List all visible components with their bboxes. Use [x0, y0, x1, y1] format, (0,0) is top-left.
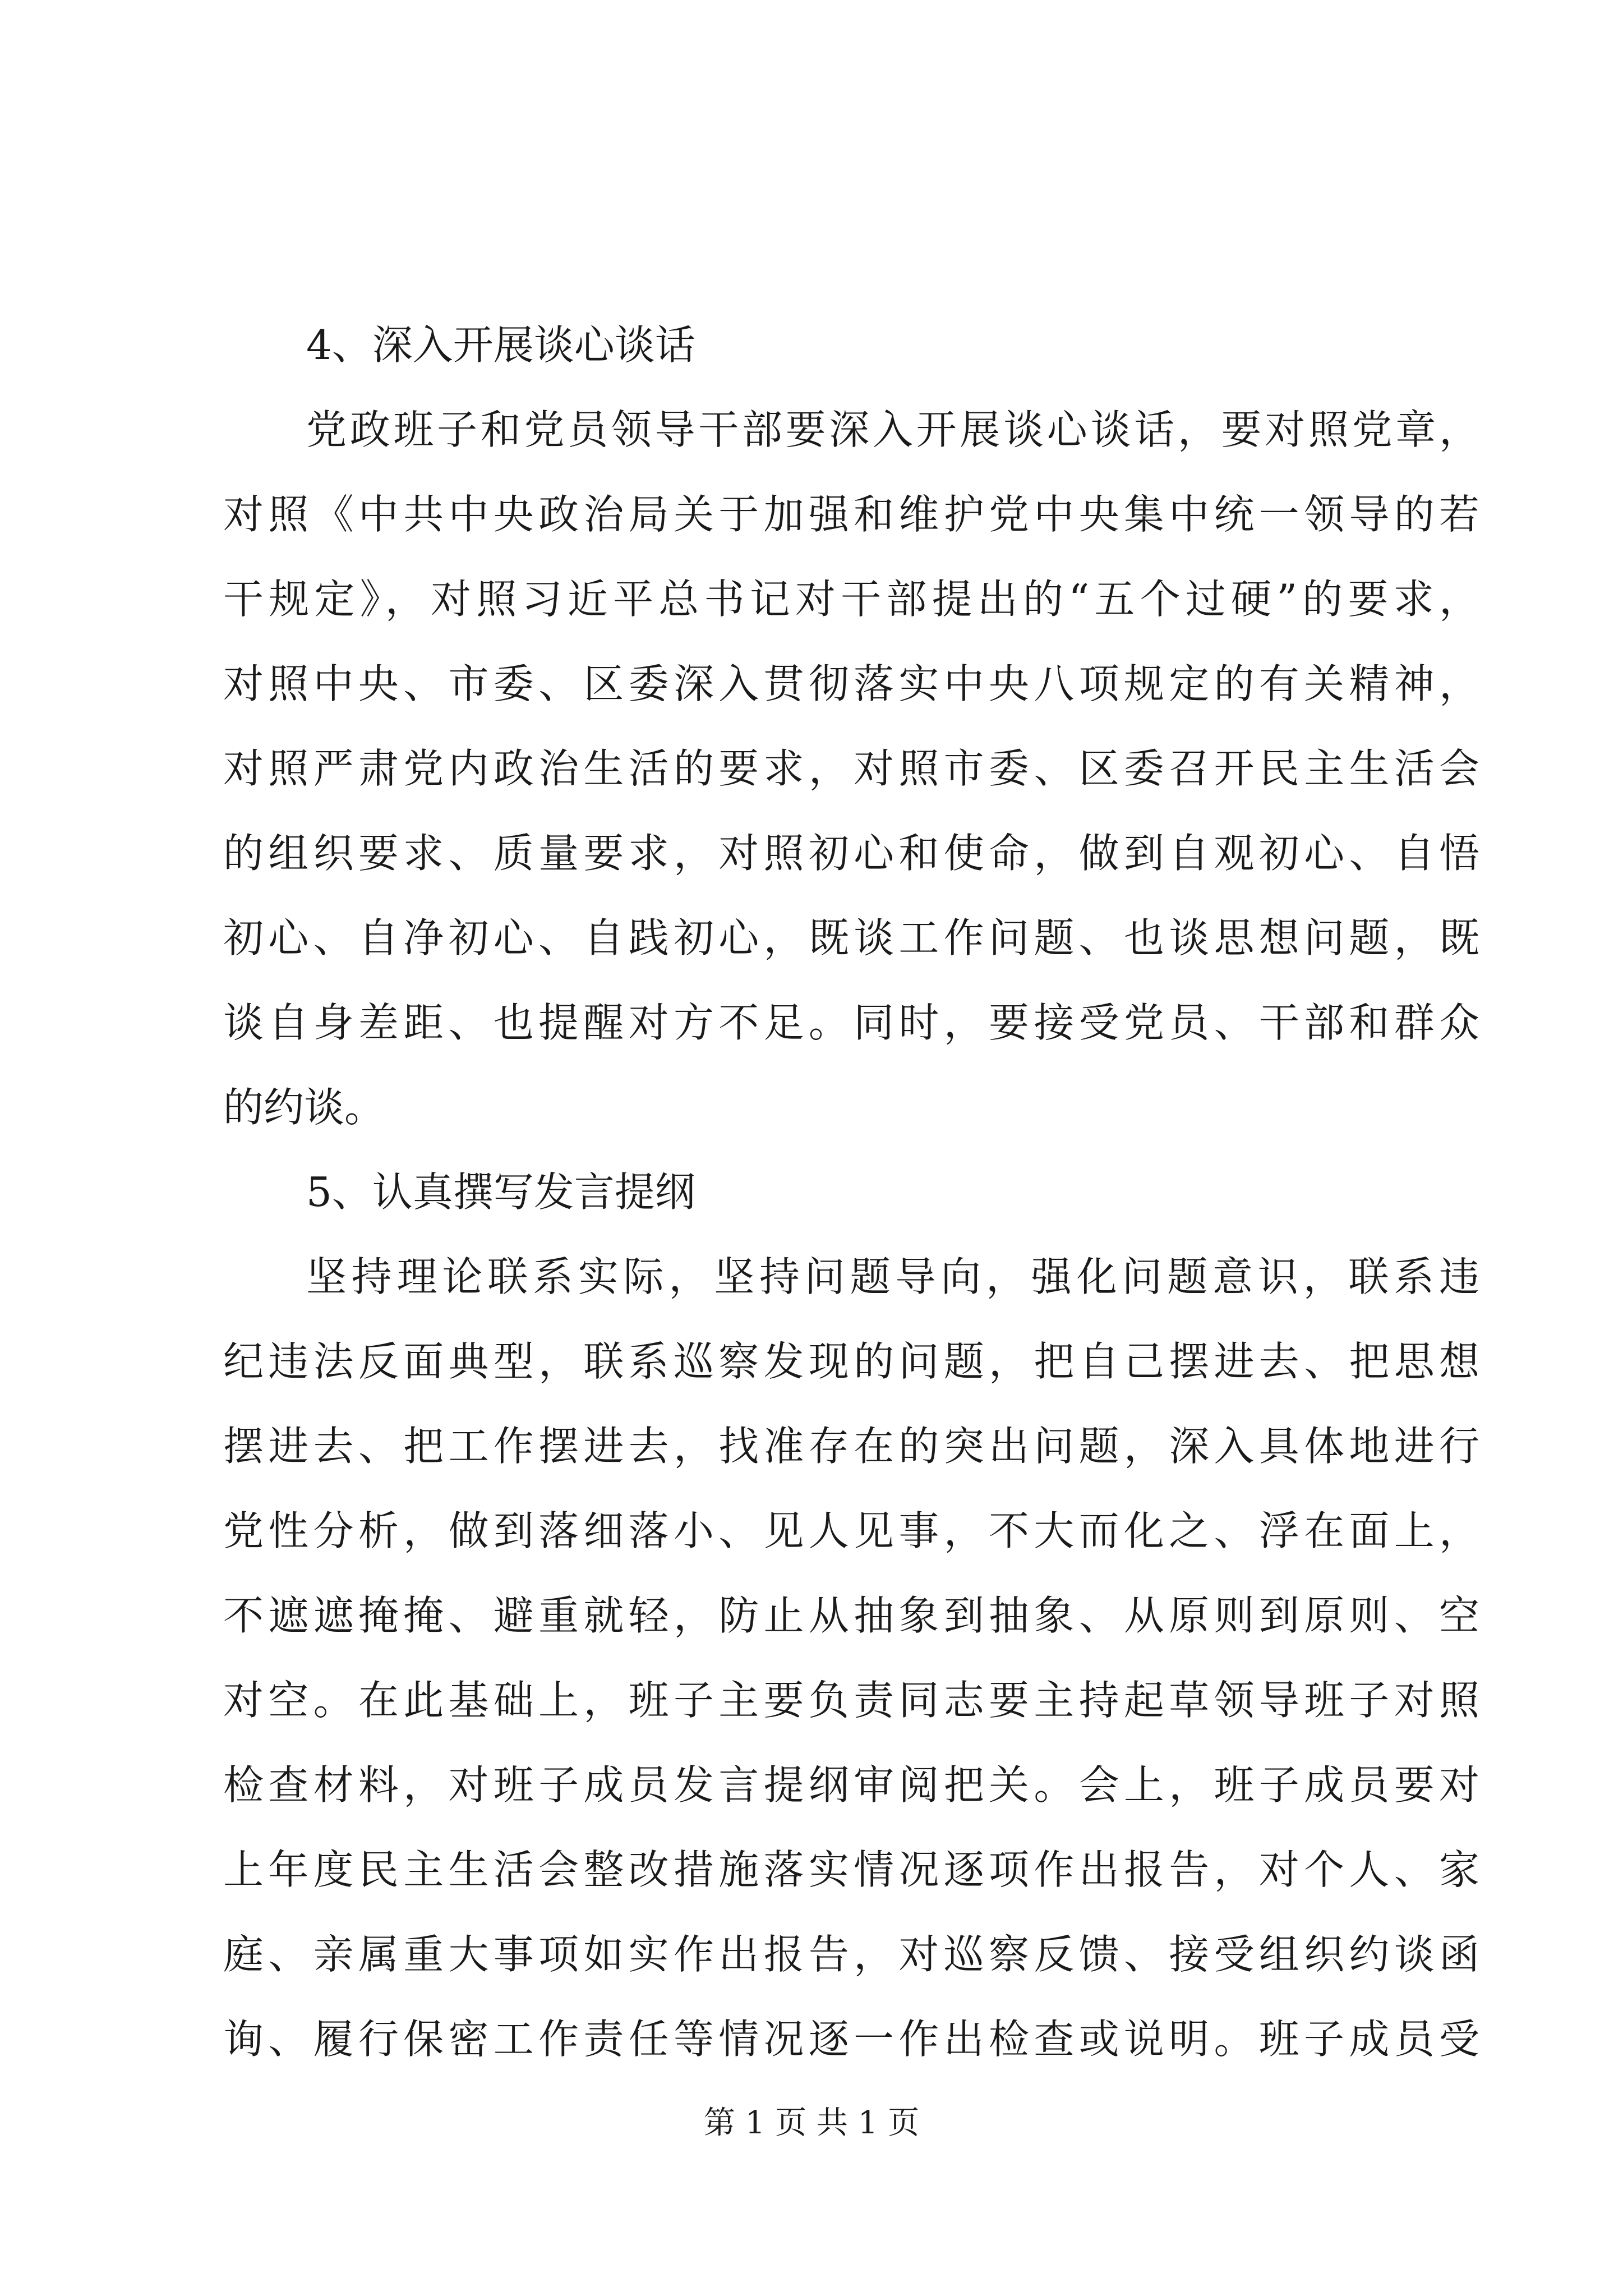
- paragraph-line: 纪违法反面典型，联系巡察发现的问题，把自己摆进去、把思想: [223, 1338, 1479, 1385]
- paragraph-line: 坚持理论联系实际，坚持问题导向，强化问题意识，联系违: [306, 1253, 1479, 1300]
- paragraph-line: 党政班子和党员领导干部要深入开展谈心谈话，要对照党章，: [306, 406, 1479, 453]
- page-footer: 第 1 页 共 1 页: [703, 2105, 920, 2141]
- paragraph-line: 的约谈。: [223, 1084, 385, 1131]
- paragraph-line: 对照中央、市委、区委深入贯彻落实中央八项规定的有关精神，: [223, 660, 1479, 707]
- paragraph-line: 摆进去、把工作摆进去，找准存在的突出问题，深入具体地进行: [223, 1423, 1479, 1470]
- paragraph-line: 对照严肃党内政治生活的要求，对照市委、区委召开民主生活会: [223, 745, 1479, 792]
- paragraph-line: 询、履行保密工作责任等情况逐一作出检查或说明。班子成员受: [223, 2016, 1479, 2063]
- paragraph-line: 庭、亲属重大事项如实作出报告，对巡察反馈、接受组织约谈函: [223, 1931, 1479, 1978]
- paragraph-line: 不遮遮掩掩、避重就轻，防止从抽象到抽象、从原则到原则、空: [223, 1592, 1479, 1639]
- paragraph-line: 对空。在此基础上，班子主要负责同志要主持起草领导班子对照: [223, 1677, 1479, 1724]
- paragraph-line: 初心、自净初心、自践初心，既谈工作问题、也谈思想问题，既: [223, 914, 1479, 961]
- paragraph-line: 上年度民主生活会整改措施落实情况逐项作出报告，对个人、家: [223, 1846, 1479, 1893]
- paragraph-line: 党性分析，做到落细落小、见人见事，不大而化之、浮在面上，: [223, 1507, 1479, 1554]
- section-heading-4: 4、深入开展谈心谈话: [306, 321, 695, 369]
- paragraph-line: 的组织要求、质量要求，对照初心和使命，做到自观初心、自悟: [223, 830, 1479, 877]
- paragraph-line: 对照《中共中央政治局关于加强和维护党中央集中统一领导的若: [223, 491, 1479, 538]
- paragraph-line: 检查材料，对班子成员发言提纲审阅把关。会上，班子成员要对: [223, 1761, 1479, 1809]
- document-body: [223, 303, 1479, 2082]
- paragraph-line: 谈自身差距、也提醒对方不足。同时，要接受党员、干部和群众: [223, 999, 1479, 1046]
- paragraph-line: 干规定》，对照习近平总书记对干部提出的“五个过硬”的要求，: [223, 576, 1479, 623]
- section-heading-5: 5、认真撰写发言提纲: [306, 1168, 695, 1216]
